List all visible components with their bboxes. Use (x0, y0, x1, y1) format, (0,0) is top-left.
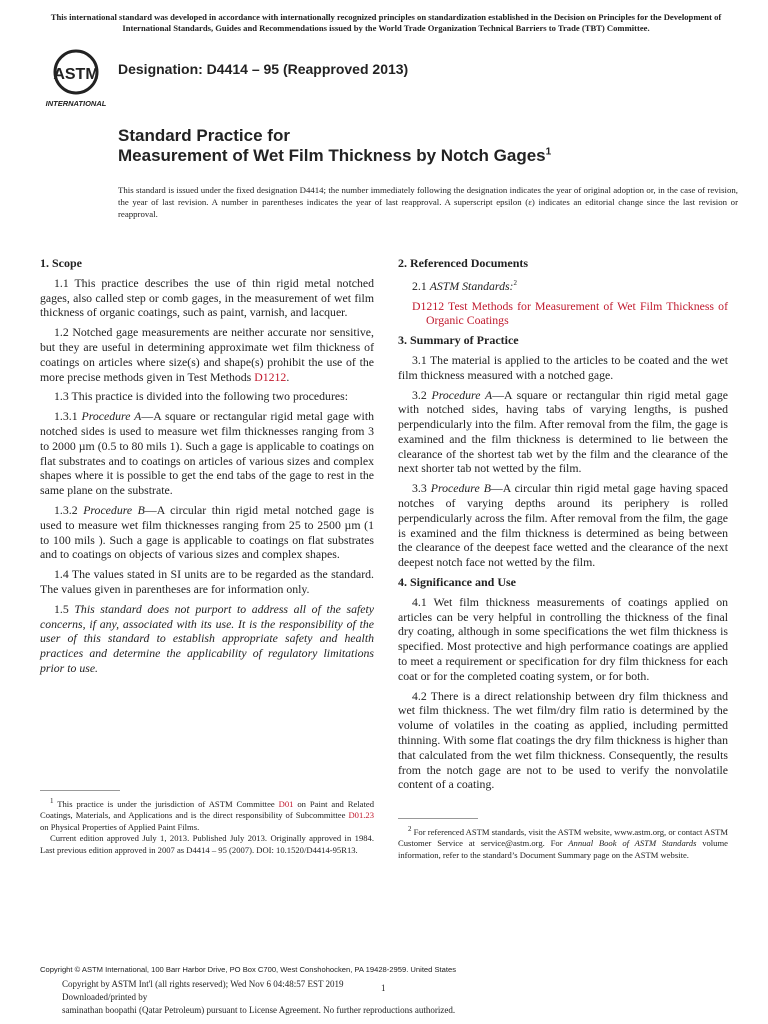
footnote-2-text-b: volume information, refer to the standard’s Document Summary page on the ASTM website. (398, 838, 728, 860)
footnote-divider (40, 790, 120, 791)
d1212-link[interactable]: D1212 (254, 369, 287, 384)
footnote-1-edition: Current edition approved July 1, 2013. Published July 2013. Originally approved in 1984. Last previous edition approved in 2007 as D4414 – 95 (2007). DOI: 10.1520/D4414-95R13. (40, 833, 374, 855)
ref-d1212-title[interactable]: Test Methods for Measurement of Wet Film Thickness of Organic Coatings (426, 298, 728, 328)
footnote-1-text-b: on Paint and Related Coatings, Materials, and Applications and is the direct responsibility of Subcommittee (40, 798, 374, 821)
copyright-line: Copyright © ASTM International, 100 Barr Harbor Drive, PO Box C700, West Conshohocken, PA 19428-2959. United States (40, 965, 457, 974)
ref-d1212-code[interactable]: D1212 (412, 298, 445, 313)
para-1-3-1-text: —A square or rectangular rigid metal gage with notched sides is used to measure wet film thicknesses ranging from 3 to 2000 µm (0.5 to 80 mils 1). Such a gage is applicable to coatings on flat substrates and to coatings on articles of various sizes and complex shapes where it is possible to get the end tabs of the gage to rest in the same plane on the substrate. (40, 409, 375, 498)
para-1-3-1-num: 1.3.1 (54, 409, 82, 424)
committee-d01-link[interactable]: D01 (278, 798, 294, 809)
astm-logo (40, 46, 112, 110)
section-4-heading: 4. Significance and Use (398, 575, 517, 590)
para-3-3-text: —A circular thin rigid metal gage having spaced notches of varying depths around its periphery is rolled perpendicularly across the film. After removal from the film, the gage is examined and the film thickness is determined as being between the clearance of the deepest face wetted and the clearance of the next deepest notch face not wetted by the film. (398, 481, 728, 570)
para-1-5 (40, 602, 374, 676)
para-1-1: 1.1 This practice describes the use of thin rigid metal notched gages, also called step or comb gages, in the measurement of wet film thickness of organic coatings, such as paint, varnish, and lacquer. (40, 275, 374, 320)
para-1-2 (40, 325, 374, 384)
para-3-1: 3.1 The material is applied to the articles to be coated and the wet film thickness measured with a notched gage. (398, 352, 728, 382)
footnote-1-text-a: This practice is under the jurisdiction of ASTM Committee (53, 798, 279, 809)
issuance-note: This standard is issued under the fixed designation D4414; the number immediately following the designation indicates the year of original adoption or, in the case of revision, the year of last revision. A number in parentheses indicates the year of last reapproval. A superscript epsilon (ε) indicates an editorial change since the last revision or reapproval. (118, 185, 738, 219)
download-line-1: Copyright by ASTM Int'l (all rights reserved); Wed Nov 6 04:48:57 EST 2019 (62, 979, 344, 989)
para-1-5-num: 1.5 (54, 601, 75, 616)
section-3-heading: 3. Summary of Practice (398, 333, 519, 348)
para-1-3-2-text: —A circular thin rigid metal notched gage is used to measure wet film thicknesses ranging from 25 to 2500 µm (1 to 100 mils ). Such a gage is applicable to coatings on flat substrates and to coatings on objects of various sizes and complex shapes. (40, 502, 374, 562)
top-notice: This international standard was developed in accordance with internationally recognized principles on standardization established in the Decision on Principles for the Development of International Standards, Guides and Recommendations issued by the World Trade Organization Technical Barriers to Trade (TBT) Committee. (50, 12, 722, 33)
footnote-2-para (398, 824, 728, 861)
para-1-2-end: . (286, 369, 290, 384)
right-column (398, 256, 728, 797)
left-column (40, 256, 374, 681)
annual-book-title: Annual Book of ASTM Standards (568, 838, 697, 849)
footnote-1-mark: 1 (50, 797, 54, 805)
reference-d1212[interactable] (398, 299, 728, 329)
para-1-3: 1.3 This practice is divided into the following two procedures: (54, 389, 348, 404)
para-1-4: 1.4 The values stated in SI units are to be regarded as the standard. The values given in parentheses are for information only. (40, 567, 374, 596)
para-1-3-2-num: 1.3.2 (54, 502, 84, 517)
svg-text:INTERNATIONAL: INTERNATIONAL (45, 99, 107, 108)
para-1-3-1 (40, 409, 374, 498)
footnote-2-text-a: For referenced ASTM standards, visit the ASTM website, www.astm.org, or contact ASTM Customer Service at service@astm.org. For (398, 826, 728, 849)
procedure-b-label: Procedure B (83, 502, 145, 517)
procedure-a-label: Procedure A (431, 387, 493, 402)
para-1-3-2 (40, 503, 374, 562)
para-3-3 (398, 481, 728, 570)
para-4-1: 4.1 Wet film thickness measurements of coatings applied on articles can be very helpful in controlling the thickness of the final dry coating, although in some specifications the wet film thickness is specified. Most protective and high performance coatings are applied to meet a requirement or specification for dry film thickness for each coat or for the completed coating system, or for both. (398, 594, 728, 683)
procedure-a-label: Procedure A (81, 409, 142, 424)
title-line-1: Standard Practice for (118, 126, 290, 145)
download-line-2: Downloaded/printed by (62, 991, 148, 1002)
safety-statement: This standard does not purport to address all of the safety concerns, if any, associated with its use. It is the responsibility of the user of this standard to establish appropriate safety and health practices and determine the applicability of regulatory limitations prior to use. (40, 601, 374, 675)
astm-standards-label: ASTM Standards: (429, 278, 514, 293)
svg-text:ASTM: ASTM (53, 66, 99, 83)
designation: Designation: D4414 – 95 (Reapproved 2013) (118, 61, 409, 77)
section-2-heading: 2. Referenced Documents (398, 256, 529, 270)
footnote-1-para (40, 796, 374, 833)
title-text: Measurement of Wet Film Thickness by Notch Gages (118, 146, 546, 165)
para-2-1 (398, 276, 728, 294)
para-3-3-num: 3.3 (412, 481, 431, 496)
download-line-3: saminathan boopathi (Qatar Petroleum) pursuant to License Agreement. No further reproductions authorized. (62, 1004, 456, 1015)
subcommittee-d01-23-link[interactable]: D01.23 (348, 810, 374, 821)
footnote-2-mark[interactable]: 2 (513, 278, 517, 287)
title-line-2 (118, 146, 551, 166)
para-3-2-text: —A square or rectangular thin rigid metal gage with notched sides, having tabs of varying lengths, is pushed perpendicularly into the film. After removal from the film, the gage is examined and the film thickness is determined to lie between the clearance of the shortest tab wet by the film and the clearance of the next shorter tab not wetted by the film. (398, 387, 728, 476)
download-notice (62, 978, 455, 1016)
footnote-divider (398, 818, 478, 819)
footnote-1-text-c: on Physical Properties of Applied Paint Films. (40, 821, 200, 832)
procedure-b-label: Procedure B (430, 481, 491, 496)
page-number: 1 (381, 983, 386, 993)
section-1-heading: 1. Scope (40, 256, 82, 270)
footnote-2 (398, 824, 728, 861)
para-1-2-text: 1.2 Notched gage measurements are neither accurate nor sensitive, but they are useful in determining approximate wet film thickness of coatings on articles where size(s) and shape(s) prohibit the use of the more precise methods given in Test Methods (40, 325, 374, 384)
para-2-1-num: 2.1 (412, 278, 430, 293)
title-footnote-mark[interactable]: 1 (545, 146, 552, 158)
para-4-2: 4.2 There is a direct relationship between dry film thickness and wet film thickness. The wet film/dry film ratio is determined by the volume of volatiles in the coating as applied, including permitted thinning. With some flat coatings the dry film thickness is higher than that calculated from the wet film thickness. Consequently, the results from the notch gage are not to be used to verify the nonvolatile content of a coating. (398, 688, 728, 792)
para-3-2 (398, 388, 728, 477)
footnote-2-number: 2 (408, 825, 412, 833)
footnote-1 (40, 796, 374, 856)
para-3-2-num: 3.2 (412, 387, 432, 402)
